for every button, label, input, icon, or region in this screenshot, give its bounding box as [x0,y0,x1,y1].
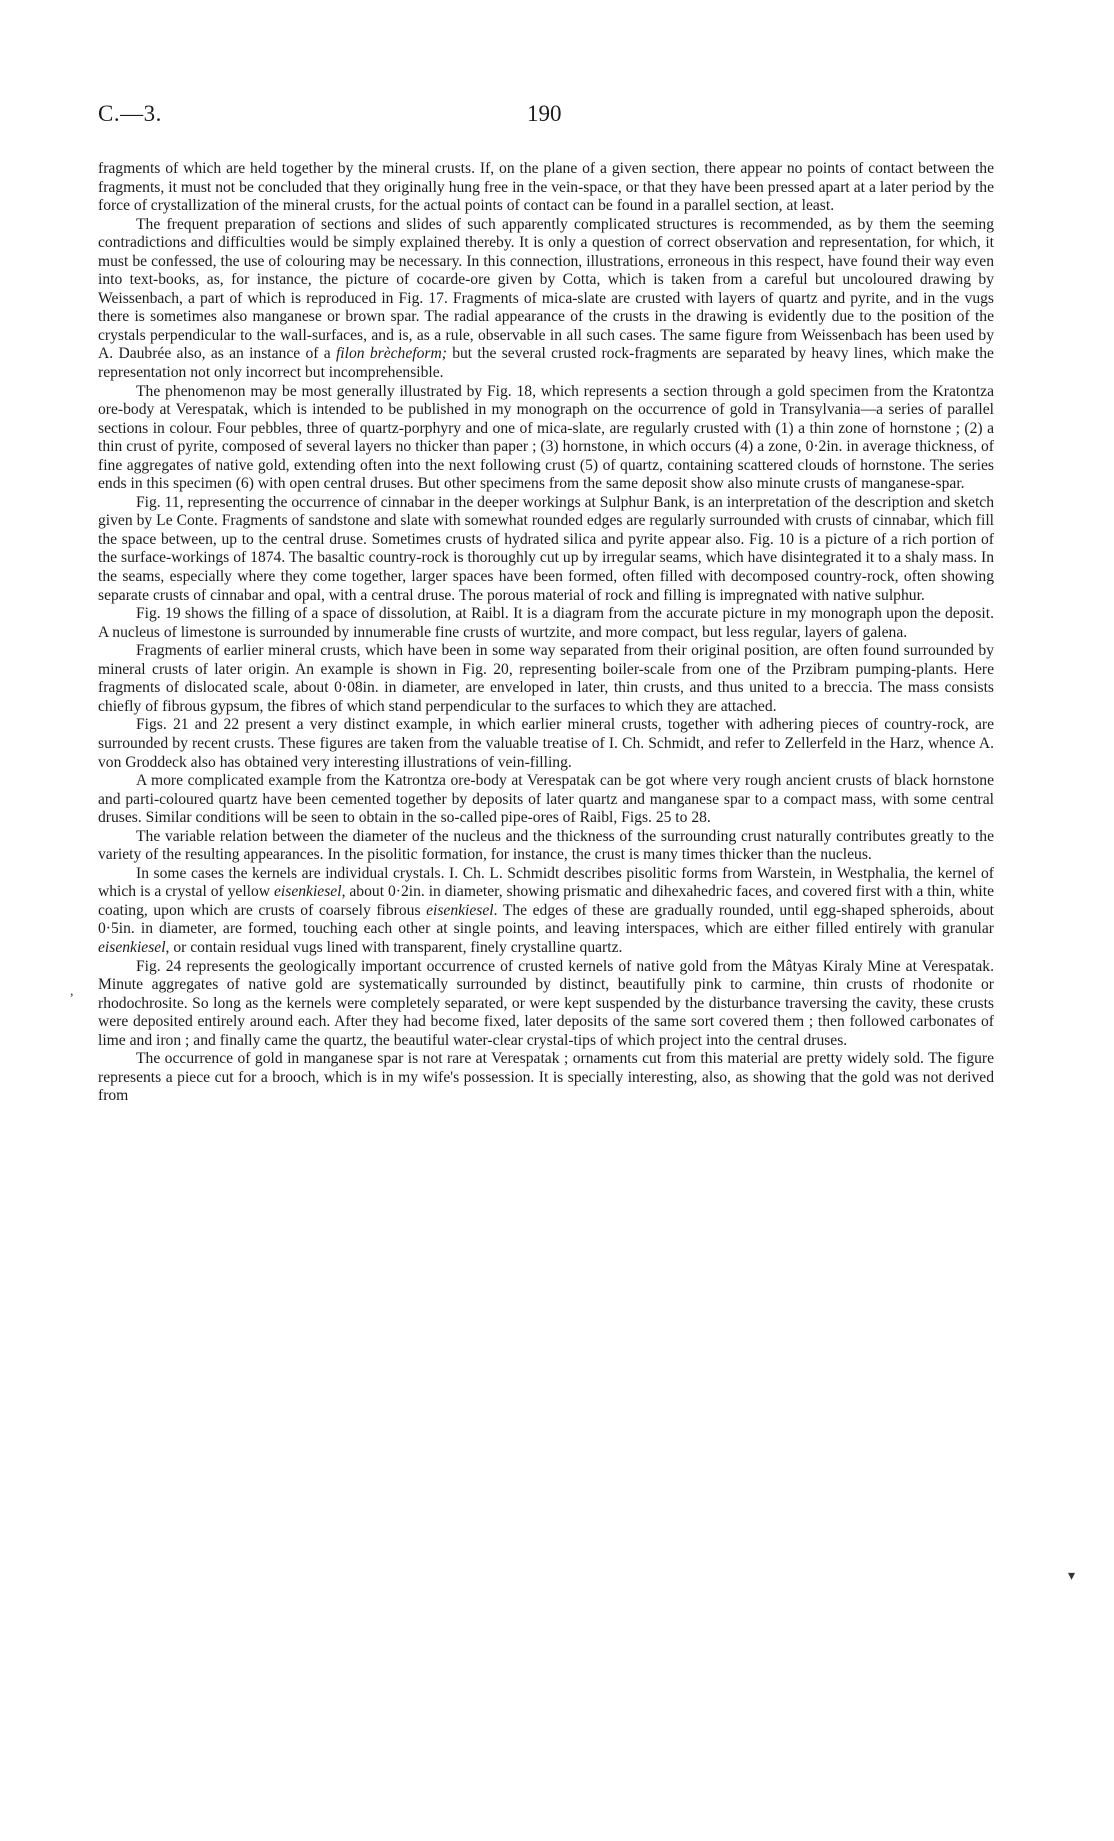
paragraph-text: In some cases the kernels are individual crystals. I. Ch. L. Schmidt describes pisolitic forms from Warstein, in Westphalia, the kernel of which is a crystal of yellow [98,864,994,901]
page-header [98,101,998,133]
paragraph-2 [98,216,994,383]
paragraph-text: The frequent preparation of sections and slides of such apparently complicated structures is recommended, as by them the seeming contradictions and difficulties would be simply explained thereby. It is only a question of correct observation and representation, for which, it must be confessed, the use of colouring may be necessary. In this connection, illustrations, erroneous in this respect, have found their way even into text-books, as, for instance, the picture of cocarde-ore given by Cotta, which is taken from a careful but uncoloured drawing by Weissenbach, a part of which is reproduced in Fig. 17. Fragments of mica-slate are crusted with layers of quartz and pyrite, and in the vugs there is sometimes also manganese or brown spar. The radial appearance of the crusts in the drawing is evidently due to the position of the crystals perpendicular to the wall-surfaces, and is, as a rule, observable in all such cases. The same figure from Weissenbach has been used by A. Daubrée also, as an instance of a [98,215,994,363]
paragraph-text: A more complicated example from the Katrontza ore-body at Verespatak can be got where very rough ancient crusts of black hornstone and parti-coloured quartz have been cemented together by deposits of later quartz and manganese spar to a compact mass, with some central druses. Similar conditions will be seen to obtain in the so-called pipe-ores of Raibl, Figs. 25 to 28. [98,772,994,827]
paragraph-6 [98,642,994,716]
paragraph-text: Fragments of earlier mineral crusts, which have been in some way separated from their original position, are often found surrounded by mineral crusts of later origin. An example is shown in Fig. 20, representing boiler-scale from one of the Przibram pumping-plants. Here fragments of dislocated scale, about 0·08in. in diameter, are enveloped in later, thin crusts, and thus united to a breccia. The mass consists chiefly of fibrous gypsum, the fibres of which stand perpendicular to the surfaces to which they are attached. [98,642,994,715]
paragraph-text: fragments of which are held together by the mineral crusts. If, on the plane of a given section, there appear no points of contact between the fragments, it must not be concluded that they originally hung free in the vein-space, or that they have been pressed apart at a later period by the force of crystallization of the mineral crusts, for the actual points of contact can be found in a parallel section, at least. [98,160,994,215]
paragraph-text: The occurrence of gold in manganese spar is not rare at Verespatak ; ornaments cut from this material are pretty widely sold. The figure represents a piece cut for a brooch, which is in my wife's possession. It is specially interesting, also, as showing that the gold was not derived from [98,1050,994,1105]
paragraph-text: The phenomenon may be most generally illustrated by Fig. 18, which represents a section through a gold specimen from the Kratontza ore-body at Verespatak, which is intended to be published in my monograph on the occurrence of gold in Transylvania—a series of parallel sections in colour. Four pebbles, three of quartz-porphyry and one of mica-slate, are regularly crusted with (1) a thin zone of hornstone ; (2) a thin crust of pyrite, composed of several layers no thicker than paper ; (3) hornstone, in which occurs (4) a zone, 0·2in. in average thickness, of fine aggregates of native gold, extending often into the next following crust (5) of quartz, containing scattered clouds of hornstone. The series ends in this specimen (6) with open central druses. But other specimens from the same deposit show also minute crusts of manganese-spar. [98,382,994,493]
paragraph-text: , or contain residual vugs lined with transparent, finely crystalline quartz. [165,938,623,956]
paragraph-4 [98,494,994,605]
margin-tick-mark: , [70,984,74,999]
paragraph-11 [98,958,994,1051]
paragraph-text: The variable relation between the diameter of the nucleus and the thickness of the surrounding crust naturally contributes greatly to the variety of the resulting appearances. In the pisolitic formation, for instance, the crust is many times thicker than the nucleus. [98,827,994,864]
paragraph-text: . The edges of these are gradually rounded, until egg-shaped spheroids, about 0·5in. in diameter, are formed, touching each other at single points, and leaving interspaces, which are either filled entirely with granular [98,901,994,938]
paragraph-text: Fig. 11, representing the occurrence of cinnabar in the deeper workings at Sulphur Bank, is an interpretation of the description and sketch given by Le Conte. Fragments of sandstone and slate with somewhat rounded edges are regularly surrounded with crusts of cinnabar, which fill the space between, up to the central druse. Sometimes crusts of hydrated silica and pyrite appear also. Fig. 10 is a picture of a rich portion of the surface-workings of 1874. The basaltic country-rock is thoroughly cut up by irregular seams, which have disintegrated it to a shaly mass. In the seams, especially where they come together, larger spaces have been formed, often filled with decomposed country-rock, often showing separate crusts of cinnabar and opal, with a central druse. The porous material of rock and filling is impregnated with native sulphur. [98,493,994,604]
paragraph-text: but the several crusted rock-fragments are separated by heavy lines, which make the representation not only incorrect but incomprehensible. [98,345,994,382]
paragraph-text: Fig. 24 represents the geologically important occurrence of crusted kernels of native gold from the Mâtyas Kiraly Mine at Verespatak. Minute aggregates of native gold are systematically surrounded by distinct, beautifully pink to carmine, thin crusts of rhodonite or rhodochrosite. So long as the kernels were completely separated, or were kept suspended by the disturbance traversing the cavity, these crusts were deposited entirely around each. After they had become fixed, later deposits of the same sort covered them ; then followed carbonates of lime and iron ; and finally came the quartz, the beautiful water-clear crystal-tips of which project into the central druses. [98,957,994,1049]
paragraph-5 [98,605,994,642]
paragraph-12 [98,1050,994,1106]
page-number: 190 [527,101,562,126]
italic-term: eisenkiesel [274,883,342,901]
italic-term: eisenkiesel [98,938,166,956]
paragraph-text: Figs. 21 and 22 present a very distinct example, in which earlier mineral crusts, together with adhering pieces of country-rock, are surrounded by recent crusts. These figures are taken from the valuable treatise of I. Ch. Schmidt, and refer to Zellerfeld in the Harz, whence A. von Groddeck also has obtained very interesting illustrations of vein-filling. [98,716,994,771]
paragraph-8 [98,772,994,828]
italic-term: eisenkiesel [426,901,494,919]
paragraph-3 [98,383,994,494]
paragraph-9 [98,828,994,865]
paragraph-7 [98,716,994,772]
paragraph-1 [98,160,994,216]
italic-term: filon brècheform; [335,345,447,363]
document-code: C.—3. [98,101,162,126]
margin-arrow-mark: ▾ [1068,1569,1076,1584]
body-text [98,160,994,1106]
paragraph-text: Fig. 19 shows the filling of a space of dissolution, at Raibl. It is a diagram from the accurate picture in my monograph upon the deposit. A nucleus of limestone is surrounded by innumerable fine crusts of wurtzite, and more compact, but less regular, layers of galena. [98,605,994,641]
paragraph-10 [98,865,994,958]
paragraph-text: , about 0·2in. in diameter, showing prismatic and dihexahedric faces, and covered first with a thin, white coating, upon which are crusts of coarsely fibrous [98,883,995,919]
